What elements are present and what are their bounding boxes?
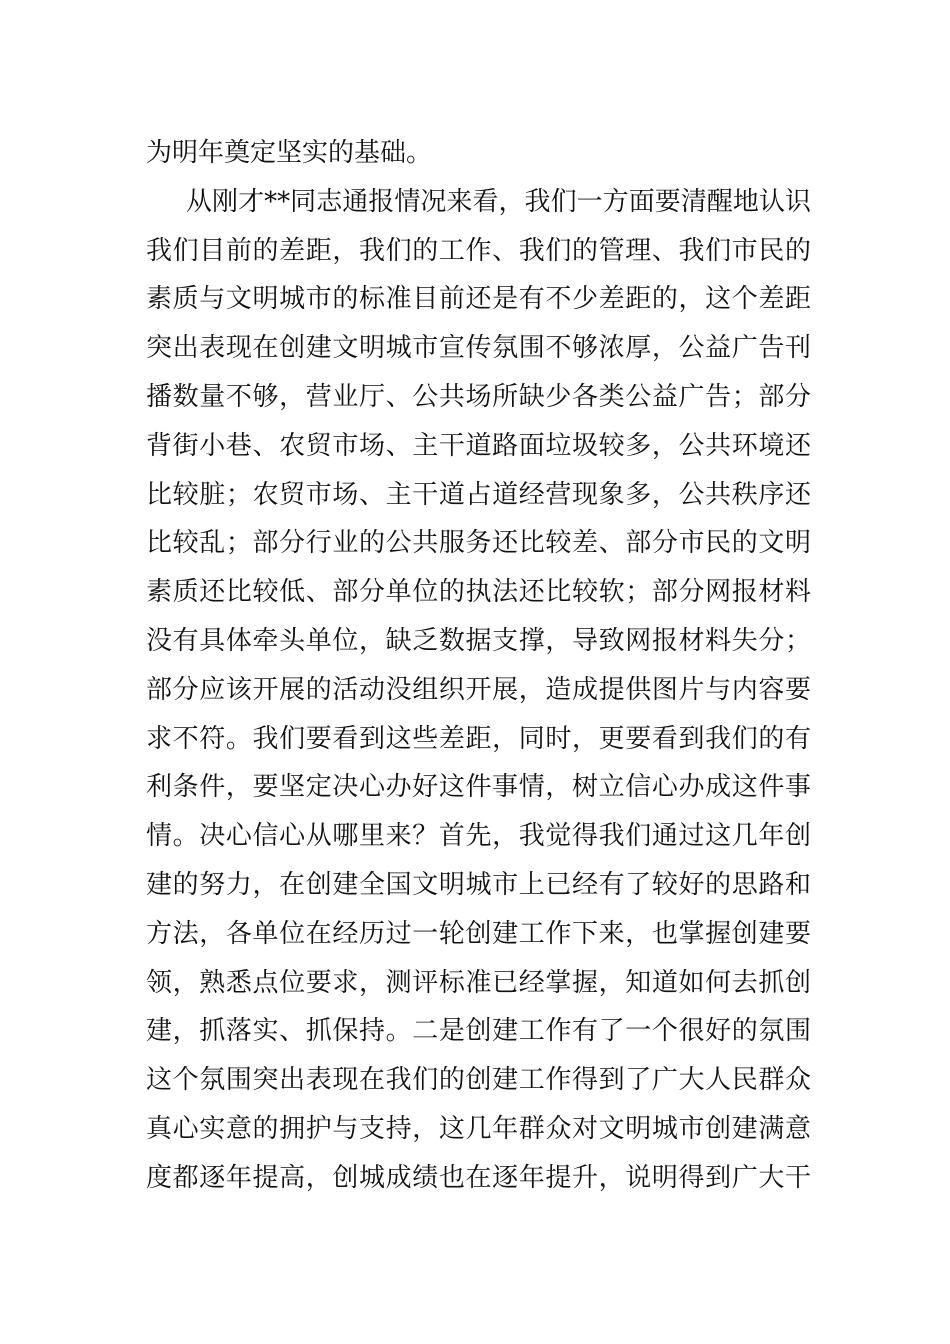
- text-line: 利条件，要坚定决心办好这件事情，树立信心办成这件事: [146, 772, 811, 803]
- text-line: 方法，各单位在经历过一轮创建工作下来，也掌握创建要: [146, 918, 811, 949]
- text-line: 情。决心信心从哪里来？首先，我觉得我们通过这几年创: [146, 821, 811, 852]
- body-text: [146, 129, 811, 1203]
- text-line: 背街小巷、农贸市场、主干道路面垃圾较多，公共环境还: [146, 430, 811, 461]
- text-line: 这个氛围突出表现在我们的创建工作得到了广大人民群众: [146, 1065, 811, 1096]
- text-line: 比较脏；农贸市场、主干道占道经营现象多，公共秩序还: [146, 479, 811, 510]
- text-line: 建的努力，在创建全国文明城市上已经有了较好的思路和: [146, 869, 811, 900]
- text-line: 突出表现在创建文明城市宣传氛围不够浓厚，公益广告刊: [146, 333, 811, 364]
- text-line: 素质与文明城市的标准目前还是有不少差距的，这个差距: [146, 284, 811, 315]
- text-line: 为明年奠定坚实的基础。: [146, 138, 433, 168]
- text-line: 播数量不够，营业厅、公共场所缺少各类公益广告；部分: [146, 381, 811, 412]
- text-line: 没有具体牵头单位，缺乏数据支撑，导致网报材料失分；: [146, 625, 811, 656]
- text-line: 我们目前的差距，我们的工作、我们的管理、我们市民的: [146, 235, 811, 266]
- text-line: 部分应该开展的活动没组织开展，造成提供图片与内容要: [146, 674, 811, 705]
- text-line: 度都逐年提高，创城成绩也在逐年提升，说明得到广大干: [146, 1162, 811, 1193]
- text-line: 领，熟悉点位要求，测评标准已经掌握，知道如何去抓创: [146, 967, 811, 998]
- text-line: 求不符。我们要看到这些差距，同时，更要看到我们的有: [146, 723, 811, 754]
- text-line: 建，抓落实、抓保持。二是创建工作有了一个很好的氛围: [146, 1016, 811, 1047]
- text-line: 比较乱；部分行业的公共服务还比较差、部分市民的文明: [146, 528, 811, 559]
- text-line: 真心实意的拥护与支持，这几年群众对文明城市创建满意: [146, 1113, 811, 1144]
- paragraph-first-line: 从刚才**同志通报情况来看，我们一方面要清醒地认识: [186, 186, 811, 217]
- text-line: 素质还比较低、部分单位的执法还比较软；部分网报材料: [146, 577, 811, 608]
